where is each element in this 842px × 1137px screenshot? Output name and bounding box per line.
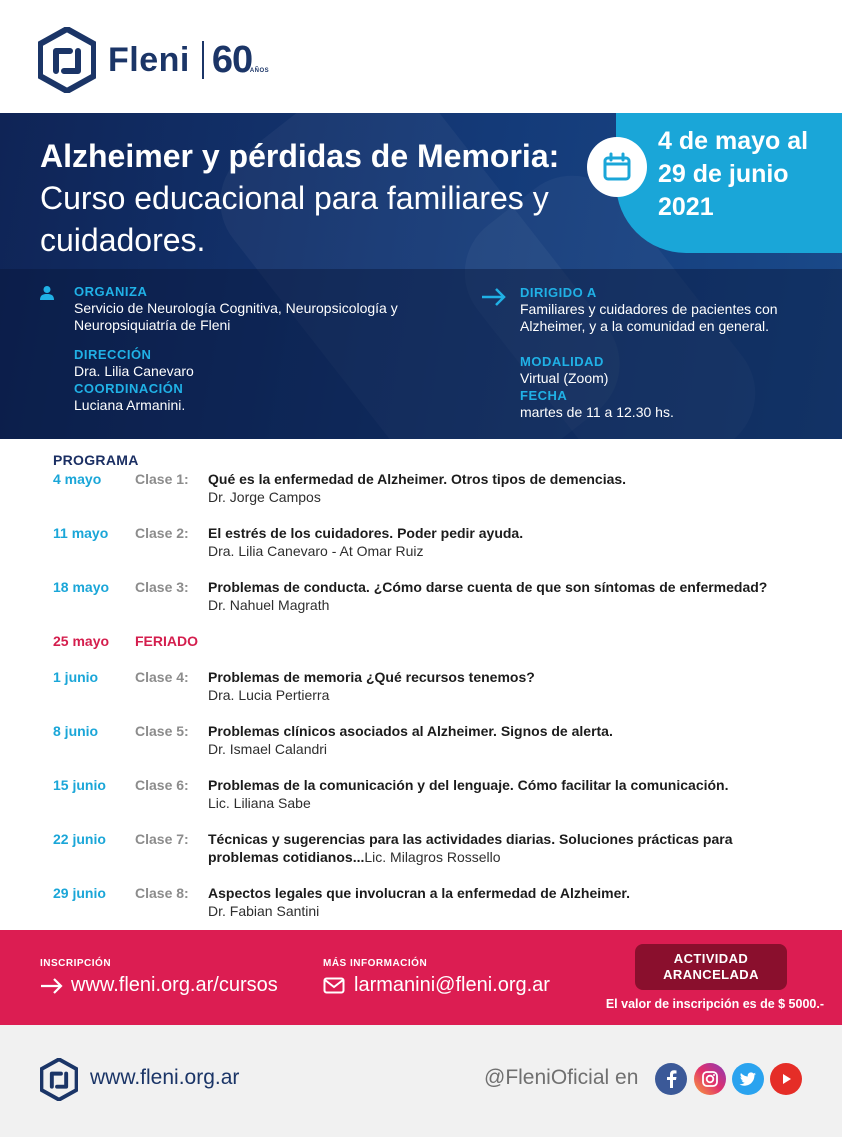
class-date: 1 junio: [53, 669, 99, 685]
modalidad-block: [520, 353, 820, 421]
logo-divider: [202, 41, 204, 79]
anniversary-value: 60: [211, 38, 253, 81]
class-number: Clase 3:: [135, 579, 189, 595]
fleni-logo-icon: [38, 27, 96, 93]
anniversary-sub: AÑOS: [249, 67, 270, 74]
class-number: Clase 4:: [135, 669, 189, 685]
fecha-value: martes de 11 a 12.30 hs.: [520, 404, 674, 420]
class-topic: Problemas clínicos asociados al Alzheimer. Signos de alerta.: [208, 723, 613, 739]
course-title-bold: Alzheimer y pérdidas de Memoria:: [40, 138, 560, 174]
arrow-right-icon: [481, 287, 507, 307]
class-date: 11 mayo: [53, 525, 109, 541]
calendar-icon: [601, 151, 633, 183]
coordinacion-label: COORDINACIÓN: [74, 381, 184, 396]
dirigido-label: DIRIGIDO A: [520, 285, 597, 300]
course-title-rest: Curso educacional para familiares y cuidadores.: [40, 180, 549, 258]
date-line-3: 2021: [658, 193, 714, 221]
anniversary-number: [211, 38, 270, 82]
price-text: El valor de inscripción es de $ 5000.-: [605, 997, 824, 1011]
brand-name: Fleni: [108, 40, 190, 79]
class-speaker: Dr. Fabian Santini: [208, 903, 320, 919]
course-title: [40, 135, 600, 261]
class-date: 15 junio: [53, 777, 106, 793]
class-date: 25 mayo: [53, 633, 110, 649]
inscripcion-label: INSCRIPCIÓN: [40, 958, 112, 969]
class-number: Clase 6:: [135, 777, 189, 793]
paid-line-2: ARANCELADA: [663, 967, 759, 982]
class-date: 18 mayo: [53, 579, 110, 595]
class-topic: [208, 830, 808, 866]
class-topic: Problemas de conducta. ¿Cómo darse cuenta de que son síntomas de enfermedad?: [208, 579, 768, 595]
class-date: 4 mayo: [53, 471, 102, 487]
class-speaker: Dr. Ismael Calandri: [208, 741, 328, 757]
program-title: PROGRAMA: [53, 452, 139, 468]
fleni-60-logo[interactable]: [38, 27, 270, 93]
youtube-icon[interactable]: [770, 1063, 802, 1095]
envelope-icon: [323, 977, 345, 994]
class-topic-line-1: Técnicas y sugerencias para las actividades diarias. Soluciones prácticas para: [208, 831, 733, 847]
twitter-icon[interactable]: [732, 1063, 764, 1095]
class-date: 22 junio: [53, 831, 106, 847]
direccion-label: DIRECCIÓN: [74, 347, 152, 362]
class-number: Clase 7:: [135, 831, 189, 847]
fecha-label: FECHA: [520, 388, 568, 403]
class-topic: El estrés de los cuidadores. Poder pedir ayuda.: [208, 525, 524, 541]
class-date: 8 junio: [53, 723, 99, 739]
class-number: Clase 8:: [135, 885, 189, 901]
direccion-value: Dra. Lilia Canevaro: [74, 363, 194, 379]
inscripcion-link[interactable]: www.fleni.org.ar/cursos: [71, 974, 278, 996]
class-topic: Qué es la enfermedad de Alzheimer. Otros tipos de demencias.: [208, 471, 627, 487]
instagram-icon[interactable]: [694, 1063, 726, 1095]
organiza-label: ORGANIZA: [74, 284, 148, 299]
social-handle: @FleniOficial en: [484, 1066, 639, 1089]
paid-line-1: ACTIVIDAD: [673, 951, 749, 966]
dirigido-value: Familiares y cuidadores de pacientes con Alzheimer, y a la comunidad en general.: [520, 301, 778, 334]
date-line-2: 29 de junio: [658, 160, 789, 188]
course-dates: [658, 125, 808, 224]
class-topic: Problemas de memoria ¿Qué recursos tenemos?: [208, 669, 535, 685]
class-number: Clase 5:: [135, 723, 189, 739]
date-line-1: 4 de mayo al: [658, 127, 809, 155]
facebook-icon[interactable]: [655, 1063, 687, 1095]
class-speaker: Lic. Milagros Rossello: [364, 849, 501, 865]
modalidad-value: Virtual (Zoom): [520, 370, 609, 386]
direccion-block: [74, 346, 434, 414]
footer: [0, 1025, 842, 1137]
class-topic: Aspectos legales que involucran a la enfermedad de Alzheimer.: [208, 885, 630, 901]
contact-email-link[interactable]: larmanini@fleni.org.ar: [354, 974, 550, 996]
class-speaker: Dr. Jorge Campos: [208, 489, 321, 505]
class-topic: Problemas de la comunicación y del lenguaje. Cómo facilitar la comunicación.: [208, 777, 729, 793]
organiza-block: [74, 283, 434, 334]
class-number: Clase 2:: [135, 525, 189, 541]
person-icon: [39, 285, 55, 301]
fleni-logo-icon: [40, 1058, 78, 1101]
paid-activity-badge: [635, 944, 787, 990]
class-speaker: Dra. Lilia Canevaro - At Omar Ruiz: [208, 543, 424, 559]
calendar-icon-circle: [587, 137, 647, 197]
hero-banner: [0, 113, 842, 439]
holiday-label: FERIADO: [135, 633, 198, 649]
class-speaker: Dr. Nahuel Magrath: [208, 597, 330, 613]
modalidad-label: MODALIDAD: [520, 354, 604, 369]
program-section: [0, 439, 842, 930]
organiza-value: Servicio de Neurología Cognitiva, Neuropsicología y Neuropsiquiatría de Fleni: [74, 300, 398, 333]
header: [0, 0, 842, 113]
class-speaker: Lic. Liliana Sabe: [208, 795, 311, 811]
class-number: Clase 1:: [135, 471, 189, 487]
class-speaker: Dra. Lucia Pertierra: [208, 687, 330, 703]
dirigido-block: [520, 284, 820, 335]
info-label: MÁS INFORMACIÓN: [323, 958, 428, 969]
arrow-right-icon: [40, 977, 64, 995]
class-topic-line-2: problemas cotidianos...: [208, 849, 365, 865]
class-date: 29 junio: [53, 885, 106, 901]
coordinacion-value: Luciana Armanini.: [74, 397, 186, 413]
registration-band: [0, 930, 842, 1025]
website-link[interactable]: www.fleni.org.ar: [90, 1066, 240, 1089]
